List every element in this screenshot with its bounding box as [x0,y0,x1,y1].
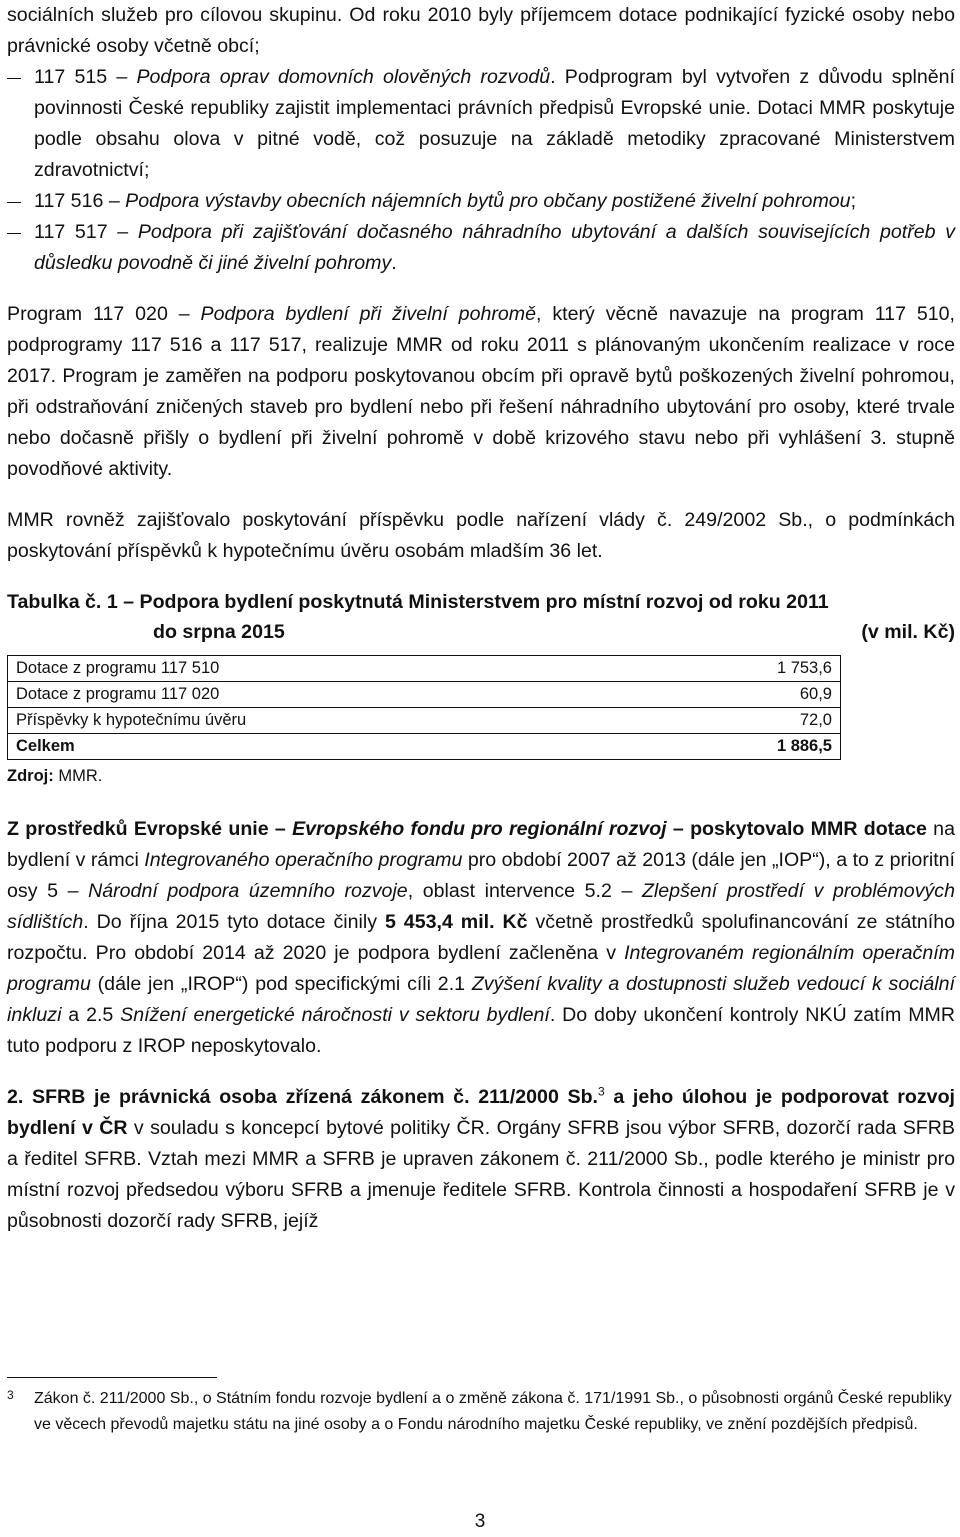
program-117020-paragraph: Program 117 020 – Podpora bydlení při živelní pohromě, který věcně navazuje na program 117 510, podprogramy 117 516 a 117 517, realizuje MMR od roku 2011 s plánovaným ukončením realizace v roce 2017. Program je zaměřen na podporu poskytovanou obcím při opravě bytů poškozených živelní pohromou, při odstraňování zničených staveb pro bydlení nebo při řešení náhradního ubytování pro osoby, které trvale nebo dočasně přišly o bydlení při živelní pohromě v době krizového stavu nebo při vyhlášení 3. stupně povodňové aktivity. [7,303,956,480]
list-item-title: Podpora při zajišťování dočasného náhradního ubytování a dalších souvisejících potřeb v důsledku povodně či jiné živelní pohromy [34,221,955,274]
table-title: Tabulka č. 1 – Podpora bydlení poskytnutá Ministerstvem pro místní rozvoj od roku 2011 do srpna 2015 (v mil. Kč) [7,587,955,647]
list-item-code: 117 516 [34,190,104,212]
document-page [7,0,955,1237]
table-row: Dotace z programu 117 020 60,9 [8,682,841,708]
list-item-text: . Podprogram byl vytvořen z důvodu splnění povinnosti České republiky zajistit implementaci právních předpisů Evropské unie. Dotaci MMR poskytuje podle obsahu olova v pitné vodě, což posuzuje na základě metodiky zpracované Ministerstvem zdravotnictví; [34,66,955,181]
footnote-text: Zákon č. 211/2000 Sb., o Státním fondu rozvoje bydlení a o změně zákona č. 171/1991 Sb., o působnosti orgánů České republiky ve věcech převodů majetku státu na jiné osoby a o Fondu národního majetku České republiky, ve znění pozdějších předpisů. [34,1390,952,1433]
list-item-code: 117 515 [34,66,108,88]
eu-funds-paragraph: Z prostředků Evropské unie – Evropského fondu pro regionální rozvoj – poskytovalo MMR dotace na bydlení v rámci Integrovaného operačního programu pro období 2007 až 2013 (dále jen „IOP“), a to z prioritní osy 5 – Národní podpora územního rozvoje, oblast intervence 5.2 – Zlepšení prostředí v problémových sídlištích. Do října 2015 tyto dotace činily 5 453,4 mil. Kč včetně prostředků spolufinancování ze státního rozpočtu. Pro období 2014 až 2020 je podpora bydlení začleněna v Integrovaném regionálním operačním programu (dále jen „IROP“) pod specifickými cíli 2.1 Zvýšení kvality a dostupnosti služeb vedoucí k sociální inkluzi a 2.5 Snížení energetické náročnosti v sektoru bydlení. Do doby ukončení kontroly NKÚ zatím MMR tuto podporu z IROP neposkytovalo. [7,818,956,1057]
footnote [7,1386,955,1438]
support-table [7,655,841,760]
sfrb-paragraph: 2. SFRB je právnická osoba zřízená zákonem č. 211/2000 Sb.$^3$ a jeho úlohou je podporovat rozvoj bydlení v ČR v souladu s koncepcí bytové politiky ČR. Orgány SFRB jsou výbor SFRB, dozorčí rada SFRB a ředitel SFRB. Vztah mezi MMR a SFRB je upraven zákonem č. 211/2000 Sb., podle kterého je ministr pro místní rozvoj předsedou výboru SFRB a jmenuje ředitele SFRB. Kontrola činnosti a hospodaření SFRB je v působnosti dozorčí rady SFRB, jejíž [7,1084,955,1232]
footnote-ref: 3 [598,1084,605,1099]
table-source: Zdroj: MMR. [7,767,103,785]
list-item-117515: 117 515 – Podpora oprav domovních olověných rozvodů. Podprogram byl vytvořen z důvodu splnění povinnosti České republiky zajistit implementaci právních předpisů Evropské unie. Dotaci MMR poskytuje podle obsahu olova v pitné vodě, což posuzuje na základě metodiky zpracované Ministerstvem zdravotnictví; [7,62,955,186]
list-item-text: . [391,252,397,274]
mortgage-paragraph: MMR rovněž zajišťovalo poskytování příspěvku podle nařízení vlády č. 249/2002 Sb., o podmínkách poskytování příspěvků k hypotečnímu úvěru osobám mladším 36 let. [7,509,955,562]
intro-paragraph: sociálních služeb pro cílovou skupinu. Od roku 2010 byly příjemcem dotace podnikající fyzické osoby nebo právnické osoby včetně obcí; [7,4,955,57]
list-item-title: Podpora oprav domovních olověných rozvodů [136,66,551,88]
table-row: Příspěvky k hypotečnímu úvěru 72,0 [8,708,841,734]
table-unit: (v mil. Kč) [861,621,955,643]
list-item-title: Podpora výstavby obecních nájemních bytů pro občany postižené živelní pohromou [125,190,851,212]
list-item-text: ; [850,190,857,212]
list-item-117516: 117 516 – Podpora výstavby obecních nájemních bytů pro občany postižené živelní pohromou; [7,186,955,217]
list-item-code: 117 517 [34,221,108,243]
footnote-divider [7,1377,217,1378]
table-total-row: Celkem 1 886,5 [8,734,841,760]
page-number: 3 [474,1511,486,1532]
table-row: Dotace z programu 117 510 1 753,6 [8,656,841,682]
footnote-number: 3 [7,1388,14,1402]
list-item-117517: 117 517 – Podpora při zajišťování dočasného náhradního ubytování a dalších souvisejících potřeb v důsledku povodně či jiné živelní pohromy. [7,217,955,279]
